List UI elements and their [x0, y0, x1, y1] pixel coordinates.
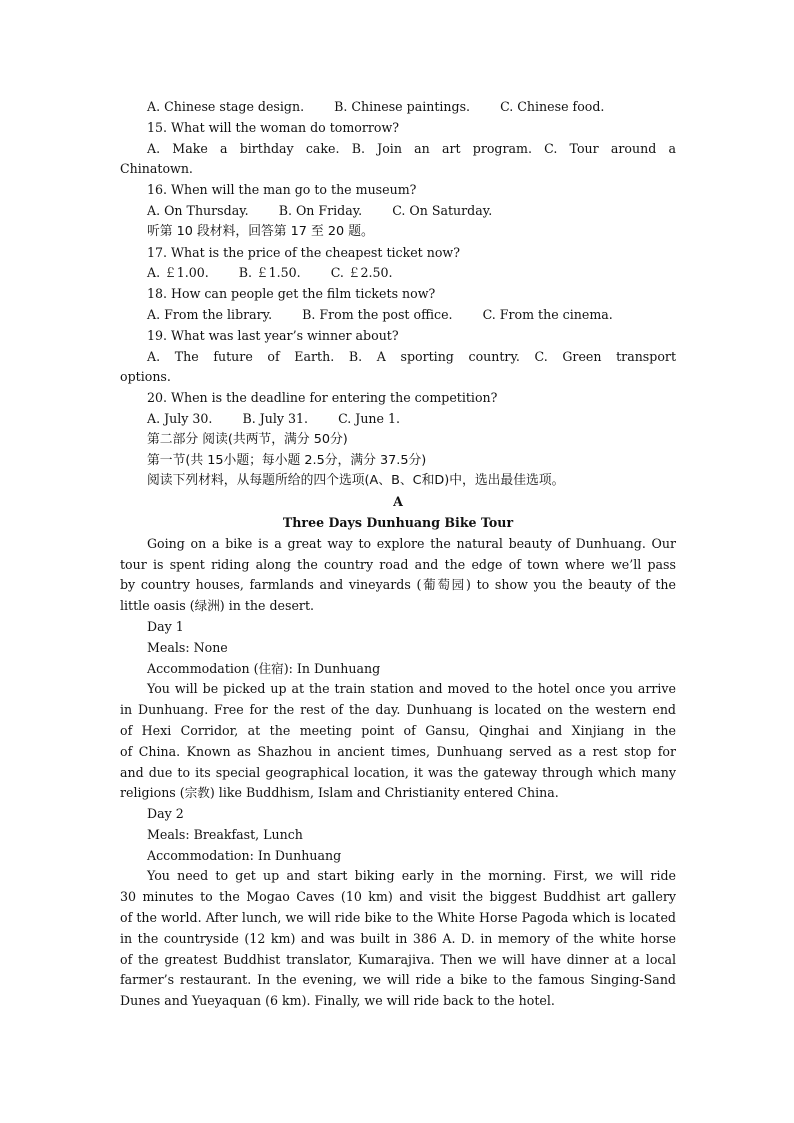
q18-option-b: B. From the post office. — [302, 306, 453, 322]
day1-meals: Meals: None — [147, 639, 228, 655]
day1-text-line: of Hexi Corridor, at the meeting point of Gansu, Qinghai and Xinjiang in the — [120, 722, 676, 738]
day2-text-line: You need to get up and start biking early in the morning. First, we will ride — [147, 868, 676, 884]
q15-question: 15. What will the woman do tomorrow? — [147, 119, 400, 135]
part2-heading: 第二部分 阅读(共两节，满分 50分) — [147, 431, 348, 447]
intro-line: Going on a bike is a great way to explore the natural beauty of Dunhuang. Our — [147, 535, 676, 551]
q20-option-a: A. July 30. — [147, 410, 213, 426]
passage-label: A — [393, 494, 403, 510]
q17-question: 17. What is the price of the cheapest ticket now? — [147, 244, 460, 260]
day1-text-line: You will be picked up at the train station and moved to the hotel once you arrive — [147, 681, 676, 697]
q19-options: A. The future of Earth. B. A sporting country. C. Green transport — [147, 348, 676, 364]
day2-text-line: farmer’s restaurant. In the evening, we will ride a bike to the famous Singing-Sand — [120, 972, 676, 988]
q16-question: 16. When will the man go to the museum? — [147, 182, 417, 198]
day2-text-line: 30 minutes to the Mogao Caves (10 km) and visit the biggest Buddhist art gallery — [120, 889, 676, 905]
q17-option-a: A. ￡1.00. — [147, 265, 209, 281]
q20-option-b: B. July 31. — [242, 410, 309, 426]
day1-text-line: of China. Known as Shazhou in ancient times, Dunhuang served as a rest stop for — [120, 743, 676, 759]
q16-options — [120, 201, 676, 222]
q20-question: 20. When is the deadline for entering the competition? — [147, 390, 498, 406]
day2-text-line: Dunes and Yueyaquan (6 km). Finally, we will ride back to the hotel. — [120, 993, 555, 1009]
passage-title: Three Days Dunhuang Bike Tour — [282, 514, 514, 530]
section1-heading: 第一节(共 15小题；每小题 2.5分，满分 37.5分) — [147, 452, 427, 468]
document-body — [120, 97, 676, 1012]
q16-option-b: B. On Friday. — [278, 202, 363, 218]
q18-option-a: A. From the library. — [147, 306, 273, 322]
q15-options-continued: Chinatown. — [120, 161, 193, 177]
q19-options-continued: options. — [120, 369, 171, 385]
q14-option-a: A. Chinese stage design. — [147, 99, 305, 114]
day1-accommodation: Accommodation (住宿): In Dunhuang — [147, 660, 381, 676]
q15-options: A. Make a birthday cake. B. Join an art program. C. Tour around a — [147, 140, 676, 156]
q18-question: 18. How can people get the film tickets now? — [147, 286, 436, 302]
q17-options — [120, 263, 676, 284]
day2-meals: Meals: Breakfast, Lunch — [147, 826, 303, 842]
day2-title: Day 2 — [147, 806, 184, 822]
q14-option-b: B. Chinese paintings. — [334, 99, 471, 114]
day2-text-line: of the greatest Buddhist translator, Kumarajiva. Then we will have dinner at a local — [120, 951, 676, 967]
day1-text-line: religions (宗教) like Buddhism, Islam and Christianity entered China. — [120, 785, 559, 801]
day2-text-line: in the countryside (12 km) and was built in 386 A. D. in memory of the white horse — [120, 930, 676, 946]
section-10-instruction: 听第 10 段材料，回答第 17 至 20 题。 — [147, 223, 374, 239]
q16-option-a: A. On Thursday. — [147, 202, 249, 218]
day2-text-line: of the world. After lunch, we will ride bike to the White Horse Pagoda which is located — [120, 910, 676, 926]
q14-options — [120, 97, 676, 118]
day1-title: Day 1 — [147, 618, 184, 634]
intro-line: tour is spent riding along the country road and the edge of town where we’ll pass — [120, 556, 676, 572]
q18-options — [120, 305, 676, 326]
q17-option-c: C. ￡2.50. — [330, 265, 393, 281]
q18-option-c: C. From the cinema. — [482, 306, 613, 322]
q17-option-b: B. ￡1.50. — [238, 265, 301, 281]
q20-options — [120, 409, 676, 430]
q16-option-c: C. On Saturday. — [392, 202, 493, 218]
reading-instruction: 阅读下列材料，从每题所给的四个选项(A、B、C和D)中，选出最佳选项。 — [147, 473, 565, 489]
intro-line: by country houses, farmlands and vineyards (葡萄园) to show you the beauty of the — [120, 577, 676, 593]
day1-text-line: and due to its special geographical location, it was the gateway through which many — [120, 764, 676, 780]
intro-line: little oasis (绿洲) in the desert. — [120, 598, 315, 614]
day1-text-line: in Dunhuang. Free for the rest of the day. Dunhuang is located on the western end — [120, 702, 676, 718]
day2-accommodation: Accommodation: In Dunhuang — [147, 847, 342, 863]
q14-option-c: C. Chinese food. — [500, 99, 605, 114]
q20-option-c: C. June 1. — [338, 410, 401, 426]
q19-question: 19. What was last year’s winner about? — [147, 327, 399, 343]
